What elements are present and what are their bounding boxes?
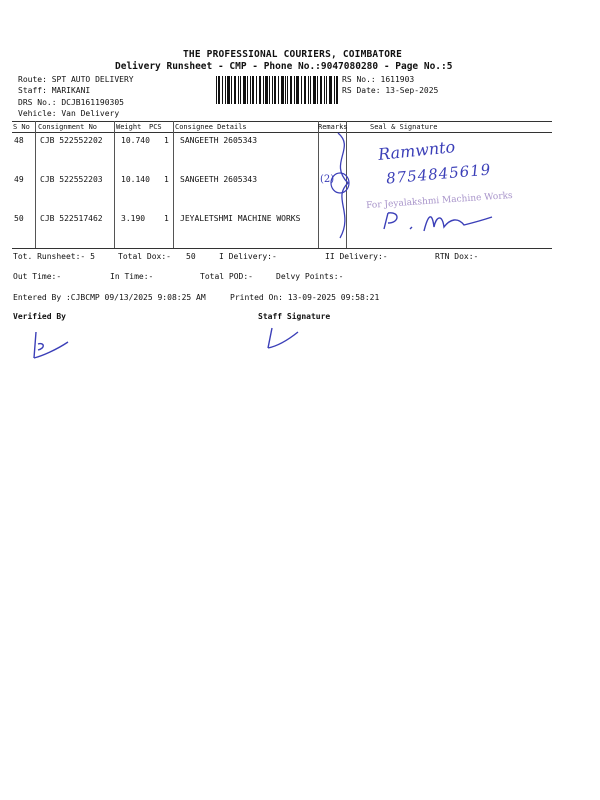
rs-number: RS No.: 1611903 [342,75,415,84]
col-header-remarks: Remarks [318,123,348,131]
col-header-consignee: Consignee Details [175,123,247,131]
col-header-signature: Seal & Signature [370,123,438,131]
table-bottom-rule [12,248,552,249]
total-dox-value: 50 [186,252,196,261]
row-weight: 3.190 [121,214,146,223]
staff-label: Staff: MARIKANI [18,86,91,95]
handwritten-name: Ramwnto [377,137,456,164]
vehicle-label: Vehicle: Van Delivery [18,109,120,118]
runsheet-subtitle: Delivery Runsheet - CMP - Phone No.:9047080280 - Page No.:5 [115,61,453,72]
row-sno: 48 [14,136,24,145]
document-title: THE PROFESSIONAL COURIERS, COIMBATORE [183,49,403,60]
row-weight: 10.140 [121,175,150,184]
drs-number: DRS No.: DCJB161190305 [18,98,124,107]
staff-signature-mark [262,326,302,352]
verified-by-label: Verified By [13,312,66,321]
col-header-weight: Weight [116,123,142,131]
handwritten-brace-mark [318,128,358,243]
row-weight: 10.740 [121,136,150,145]
row-consignee: SANGEETH 2605343 [180,175,258,184]
row-sno: 50 [14,214,24,223]
company-stamp: For Jeyalakshmi Machine Works [365,190,513,212]
row-consignment-no: CJB 522517462 [40,214,103,223]
row-consignee: JEYALETSHMI MACHINE WORKS [180,214,301,223]
table-top-rule [12,121,552,122]
entered-by: Entered By :CJBCMP 09/13/2025 9:08:25 AM [13,293,206,302]
in-time-label: In Time:- [110,272,154,281]
verified-signature [28,328,74,364]
staff-signature-label: Staff Signature [258,312,331,321]
row-consignee: SANGEETH 2605343 [180,136,258,145]
out-time-label: Out Time:- [13,272,62,281]
total-runsheet: Tot. Runsheet:- 5 [13,252,95,261]
i-delivery-label: I Delivery:- [219,252,277,261]
col-header-pcs: PCS [149,123,162,131]
col-divider [35,121,36,248]
handwritten-signature-row50 [380,205,500,239]
row-consignment-no: CJB 522552202 [40,136,103,145]
handwritten-remark: (2) [320,174,335,185]
barcode [216,76,338,104]
delvy-points-label: Delvy Points:- [276,272,344,281]
table-header-rule [12,132,552,133]
row-pcs: 1 [164,175,169,184]
col-header-sno: S No [13,123,30,131]
row-sno: 49 [14,175,24,184]
handwritten-phone: 8754845619 [385,160,493,188]
rs-date: RS Date: 13-Sep-2025 [342,86,439,95]
total-dox-label: Total Dox:- [118,252,171,261]
rtn-dox-label: RTN Dox:- [435,252,479,261]
row-pcs: 1 [164,136,169,145]
row-pcs: 1 [164,214,169,223]
route-label: Route: SPT AUTO DELIVERY [18,75,134,84]
col-divider [173,121,174,248]
col-header-consignment: Consignment No [38,123,98,131]
printed-on: Printed On: 13-09-2025 09:58:21 [230,293,380,302]
row-consignment-no: CJB 522552203 [40,175,103,184]
total-pod-label: Total POD:- [200,272,253,281]
ii-delivery-label: II Delivery:- [325,252,388,261]
col-divider [114,121,115,248]
